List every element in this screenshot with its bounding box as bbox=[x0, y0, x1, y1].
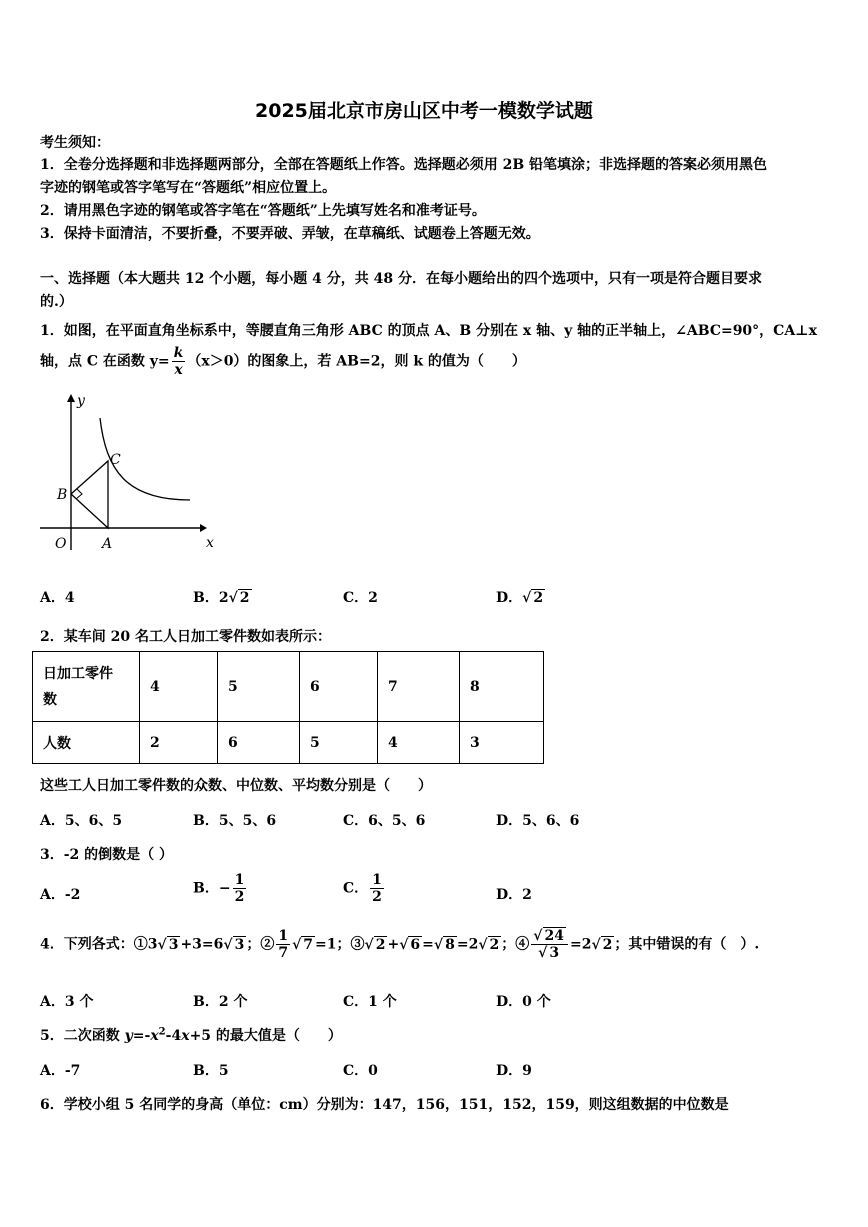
notice-line-3: 3．保持卡面清洁，不要折叠，不要弄破、弄皱，在草稿纸、试题卷上答题无效。 bbox=[40, 226, 540, 242]
q1-option-c[interactable]: C．2 bbox=[343, 590, 378, 606]
q1-line-2-pre: 轴，点 C 在函数 y= bbox=[40, 353, 170, 370]
q2-question: 这些工人日加工零件数的众数、中位数、平均数分别是（ ） bbox=[40, 778, 432, 794]
q2-option-d[interactable]: D．5、6、6 bbox=[496, 813, 580, 829]
q4-fraction: $\frac{1}{7}$ bbox=[278, 928, 289, 961]
q1-frac-den: x bbox=[174, 362, 183, 378]
right-angle-marker bbox=[76, 489, 82, 499]
q4-sqrt: √ 2 bbox=[478, 936, 500, 953]
table-cell: 8 bbox=[460, 652, 544, 722]
x-axis-label: x bbox=[206, 535, 214, 551]
q2-stem: 2．某车间 20 名工人日加工零件数如表所示： bbox=[40, 629, 331, 645]
table-cell: 3 bbox=[460, 722, 544, 764]
q1-option-d-sqrt: √ 2 bbox=[522, 590, 544, 606]
q1-stem-line-2 bbox=[40, 345, 526, 378]
y-axis-label: y bbox=[77, 393, 85, 409]
q3-option-c[interactable]: C． $\frac{1}{2}$ bbox=[343, 872, 382, 905]
q4-sqrt-fraction: $\frac{√ 24}{√ 3}$ bbox=[531, 928, 568, 961]
q1-coordinate-figure bbox=[40, 390, 230, 560]
table-cell: 5 bbox=[300, 722, 378, 764]
q4-sqrt: √ 8 bbox=[433, 936, 455, 953]
notice-line-2: 2．请用黑色字迹的钢笔或答字笔在“答题纸”上先填写姓名和准考证号。 bbox=[40, 203, 486, 219]
q3-option-a[interactable]: A．-2 bbox=[40, 887, 81, 903]
triangle-abc bbox=[71, 461, 108, 528]
table-cell: 6 bbox=[300, 652, 378, 722]
section-heading-line-2: 的.） bbox=[40, 294, 73, 310]
q1-option-a[interactable]: A．4 bbox=[40, 590, 75, 606]
table-row-values bbox=[33, 652, 544, 722]
table-cell: 2 bbox=[140, 722, 218, 764]
q4-option-b[interactable]: B．2 个 bbox=[193, 994, 248, 1010]
q4-option-c[interactable]: C．1 个 bbox=[343, 994, 397, 1010]
q3-option-c-fraction: $\frac{1}{2}$ bbox=[372, 872, 382, 905]
notice-heading: 考生须知： bbox=[40, 135, 110, 151]
q4-sqrt: √ 3 bbox=[223, 936, 245, 953]
x-axis-arrow bbox=[200, 524, 207, 532]
q1-option-d[interactable]: D．√ 2 bbox=[496, 590, 544, 606]
q4-sqrt: √ 2 bbox=[591, 936, 613, 953]
q2-option-a[interactable]: A．5、6、5 bbox=[40, 813, 123, 829]
table-row-counts bbox=[33, 722, 544, 764]
q4-sqrt: √ 7 bbox=[292, 936, 314, 953]
notice-line-1b: 字迹的钢笔或答字笔写在“答题纸”相应位置上。 bbox=[40, 180, 337, 196]
q6-stem: 6．学校小组 5 名同学的身高（单位：cm）分别为：147，156，151，152，159，则这组数据的中位数是 bbox=[40, 1097, 729, 1113]
q1-option-b[interactable]: B．2√ 2 bbox=[193, 590, 250, 606]
table-header-cell: 日加工零件 数 bbox=[33, 652, 140, 722]
page-title: 2025届北京市房山区中考一模数学试题 bbox=[255, 100, 593, 122]
table-cell: 6 bbox=[218, 722, 300, 764]
point-c-label: C bbox=[110, 452, 121, 468]
table-cell: 7 bbox=[378, 652, 460, 722]
q2-option-b[interactable]: B．5、5、6 bbox=[193, 813, 277, 829]
q5-option-b[interactable]: B．5 bbox=[193, 1063, 229, 1079]
q1-line-2-post: （x＞0）的图象上，若 AB=2，则 k 的值为（ ） bbox=[187, 353, 526, 370]
q1-option-b-sqrt: √ 2 bbox=[228, 590, 250, 606]
table-cell: 5 bbox=[218, 652, 300, 722]
q5-option-a[interactable]: A．-7 bbox=[40, 1063, 81, 1079]
origin-label: O bbox=[55, 536, 67, 552]
q3-option-b[interactable]: B．− $\frac{1}{2}$ bbox=[193, 872, 245, 905]
q1-frac-num: k bbox=[173, 345, 184, 361]
table-cell: 4 bbox=[140, 652, 218, 722]
q3-option-b-fraction: $\frac{1}{2}$ bbox=[234, 872, 245, 905]
q1-stem-line-1: 1．如图，在平面直角坐标系中，等腰直角三角形 ABC 的顶点 A、B 分别在 x 轴、y 轴的正半轴上，∠ABC=90°，CA⊥x bbox=[40, 323, 817, 339]
q2-option-c[interactable]: C．6、5、6 bbox=[343, 813, 426, 829]
q5-option-c[interactable]: C．0 bbox=[343, 1063, 378, 1079]
q3-stem: 3．-2 的倒数是（ ） bbox=[40, 847, 174, 863]
q4-stem: 4．下列各式：①3√ 3 +3=6√ 3 ；② $\frac{1}{7}$ √ 7 =1；③√ 2 +√ 6 =√ 8 =2√ 2 ；④ $\frac{√ 24}{√ 3}$ =2√ 2 ；其中错误的有（ ）. bbox=[40, 928, 760, 961]
q4-sqrt: √ 6 bbox=[399, 936, 421, 953]
q4-sqrt: √ 3 bbox=[157, 936, 179, 953]
q4-sqrt: √ 2 bbox=[364, 936, 386, 953]
q3-option-d[interactable]: D．2 bbox=[496, 887, 532, 903]
q4-option-d[interactable]: D．0 个 bbox=[496, 994, 551, 1010]
q2-data-table bbox=[32, 651, 544, 764]
table-row-label: 人数 bbox=[33, 722, 140, 764]
q5-option-d[interactable]: D．9 bbox=[496, 1063, 532, 1079]
q1-fraction bbox=[172, 345, 186, 378]
q5-stem: 5．二次函数 $y=-x^2-4x+5$ 的最大值是（ ） bbox=[40, 1026, 342, 1044]
q4-option-a[interactable]: A．3 个 bbox=[40, 994, 94, 1010]
section-heading-line-1: 一、选择题（本大题共 12 个小题，每小题 4 分，共 48 分．在每小题给出的四个选项中，只有一项是符合题目要求 bbox=[40, 271, 762, 287]
notice-line-1a: 1．全卷分选择题和非选择题两部分，全部在答题纸上作答。选择题必须用 2B 铅笔填涂；非选择题的答案必须用黑色 bbox=[40, 157, 768, 173]
y-axis-arrow bbox=[67, 394, 75, 402]
table-cell: 4 bbox=[378, 722, 460, 764]
point-b-label: B bbox=[57, 487, 68, 503]
point-a-label: A bbox=[102, 536, 113, 552]
